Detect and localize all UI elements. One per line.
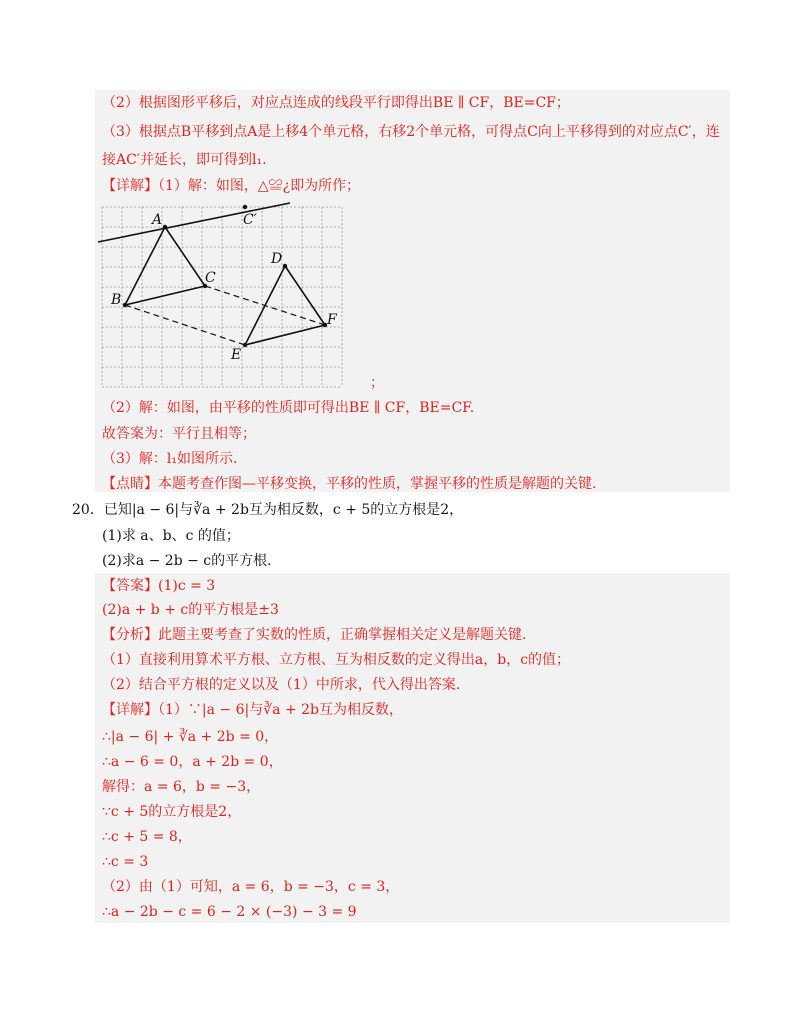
label-b: B xyxy=(111,292,122,308)
step-2: ∴a − 6 = 0，a + 2b = 0， xyxy=(102,754,283,770)
answer-conclusion: 故答案为：平行且相等； xyxy=(102,426,256,442)
solution-line-part2: （2）根据图形平移后，对应点连成的线段平行即得出BE ∥ CF，BE=CF； xyxy=(102,95,570,111)
label-c-prime: C′ xyxy=(243,212,257,228)
point-e xyxy=(243,343,247,347)
solution-line-part3a: （3）根据点B平移到点A是上移4个单元格，右移2个单元格，可得点C向上平移得到的对应点C′，连 xyxy=(102,124,720,140)
figure-semicolon: ； xyxy=(370,375,384,391)
label-f: F xyxy=(327,312,337,328)
point-a xyxy=(163,225,167,229)
problem-20-stem: 20．已知|a − 6|与∛a + 2b互为相反数，c + 5的立方根是2， xyxy=(72,502,464,518)
part2-known: （2）由（1）可知，a = 6，b = −3，c = 3， xyxy=(102,879,400,895)
answer-part2: （2）解：如图，由平移的性质即可得出BE ∥ CF，BE=CF. xyxy=(102,400,475,416)
segment-be xyxy=(125,305,245,345)
problem-20-q1: (1)求 a、b、c 的值； xyxy=(102,528,240,544)
point-c-prime xyxy=(243,205,247,209)
analysis-part2: （2）结合平方根的定义以及（1）中所求，代入得出答案. xyxy=(102,677,461,693)
segment-cf xyxy=(205,286,325,325)
step-4: ∵c + 5的立方根是2， xyxy=(102,804,242,820)
comment-line: 【点睛】本题考查作图—平移变换，平移的性质，掌握平移的性质是解题的关键. xyxy=(102,476,597,492)
step-6: ∴c = 3 xyxy=(102,854,149,870)
detail-heading: 【详解】（1）解：如图，△≌¿即为所作； xyxy=(102,178,361,194)
analysis-part1: （1）直接利用算术平方根、立方根、互为相反数的定义得出a，b，c的值； xyxy=(102,652,571,668)
problem-20-q2: (2)求a − 2b − c的平方根. xyxy=(102,553,272,569)
detail20-heading: 【详解】（1）∵|a − 6|与∛a + 2b互为相反数， xyxy=(102,702,403,718)
triangle-abc xyxy=(125,227,205,305)
label-d: D xyxy=(271,251,283,267)
step-1: ∴|a − 6| + ∛a + 2b = 0， xyxy=(102,729,279,745)
solution-line-part3b: 接AC′并延长，即可得到l₁. xyxy=(102,152,267,168)
label-e: E xyxy=(231,347,242,363)
step-5: ∴c + 5 = 8， xyxy=(102,829,192,845)
line-l1 xyxy=(98,203,290,242)
answer20-part1: 【答案】(1)c = 3 xyxy=(102,578,216,594)
label-a: A xyxy=(152,212,163,228)
point-d xyxy=(283,264,287,268)
translation-figure xyxy=(95,200,355,392)
point-b xyxy=(123,303,127,307)
answer-part3: （3）解：l₁如图所示. xyxy=(102,451,238,467)
analysis-heading: 【分析】此题主要考查了实数的性质，正确掌握相关定义是解题关键. xyxy=(102,627,527,643)
grid-svg xyxy=(95,200,355,392)
part2-result: ∴a − 2b − c = 6 − 2 × (−3) − 3 = 9 xyxy=(102,904,357,920)
step-3: 解得：a = 6，b = −3， xyxy=(102,779,261,795)
answer20-part2: (2)a + b + c的平方根是±3 xyxy=(102,602,279,618)
label-c: C xyxy=(205,270,216,286)
triangle-def xyxy=(245,266,325,345)
